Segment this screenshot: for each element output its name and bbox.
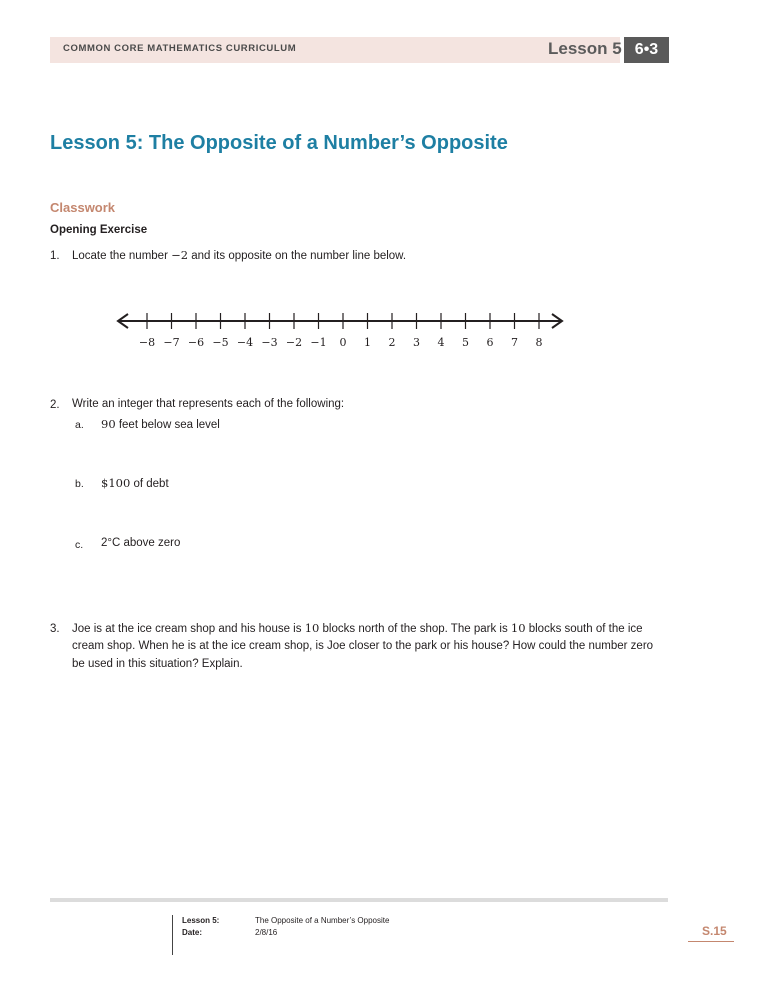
question-2b-letter: b.: [75, 478, 84, 490]
question-3-line-2: cream shop. When he is at the ice cream shop, is Joe closer to the park or his house? How could the number zero: [72, 640, 654, 652]
question-2a-text: [101, 417, 220, 431]
number-line-tick-label: −5: [212, 336, 229, 349]
question-3-text-a: Joe is at the ice cream shop and his house is: [72, 623, 305, 635]
subsection-heading: Opening Exercise: [50, 224, 148, 236]
number-line: [110, 305, 570, 355]
number-line-tick-label: 0: [339, 336, 347, 349]
question-2-number: 2.: [50, 399, 60, 411]
number-line-tick-label: −6: [187, 336, 205, 349]
footer-date-label: Date:: [182, 928, 203, 937]
question-3-line-3: be used in this situation? Explain.: [72, 658, 243, 670]
footer-lesson-label: Lesson 5:: [182, 916, 220, 925]
question-1-math: −2: [171, 248, 189, 262]
question-3-text-b: blocks north of the shop. The park is: [319, 623, 511, 635]
question-2a-math: 90: [101, 417, 116, 431]
number-line-tick-label: 2: [388, 336, 396, 349]
number-line-tick-label: −2: [285, 336, 303, 349]
question-1-number: 1.: [50, 250, 60, 262]
question-2a-letter: a.: [75, 419, 84, 431]
number-line-tick-label: −3: [261, 336, 278, 349]
question-2a-label: feet below sea level: [115, 419, 220, 431]
number-line-tick-label: −8: [138, 336, 156, 349]
question-1-text-start: Locate the number: [72, 250, 172, 262]
grade-badge: 6•3: [624, 37, 669, 63]
footer-date: 2/8/16: [255, 928, 278, 937]
question-2c-letter: c.: [75, 539, 84, 551]
question-3-line-1: [72, 619, 643, 638]
number-line-tick-label: 3: [413, 336, 420, 349]
section-heading: Classwork: [50, 200, 116, 215]
page-number: S.15: [702, 924, 727, 938]
number-line-tick-label: −4: [236, 336, 254, 349]
number-line-tick-label: 6: [486, 336, 494, 349]
number-line-tick-label: −7: [163, 336, 180, 349]
lesson-label: Lesson 5: [548, 39, 622, 58]
question-3-number: 3.: [50, 623, 60, 635]
footer-separator: [172, 915, 173, 955]
number-line-tick-label: 5: [462, 336, 469, 349]
question-2b-label: of debt: [130, 478, 169, 490]
number-line-tick-label: 8: [535, 336, 543, 349]
footer-lesson-title: The Opposite of a Number’s Opposite: [255, 916, 390, 925]
question-2c-text: 2°C above zero: [101, 537, 181, 549]
question-1-text: [72, 246, 406, 265]
question-2-text: Write an integer that represents each of the following:: [72, 398, 345, 410]
number-line-tick-label: −1: [310, 336, 327, 349]
footer-rule: [50, 898, 668, 902]
question-2b-text: [101, 476, 169, 490]
question-3-math-2: 10: [510, 621, 526, 635]
number-line-tick-label: 4: [437, 336, 445, 349]
number-line-tick-label: 1: [364, 336, 371, 349]
question-1-text-end: and its opposite on the number line below.: [188, 250, 407, 262]
curriculum-label: COMMON CORE MATHEMATICS CURRICULUM: [63, 43, 297, 54]
number-line-tick-label: 7: [511, 336, 518, 349]
question-3-text-c: blocks south of the ice: [525, 623, 643, 635]
question-2b-math: $100: [101, 476, 131, 490]
page-number-underline: [688, 941, 734, 942]
question-3-math-1: 10: [304, 621, 320, 635]
page-title: Lesson 5: The Opposite of a Number’s Opposite: [50, 132, 508, 154]
